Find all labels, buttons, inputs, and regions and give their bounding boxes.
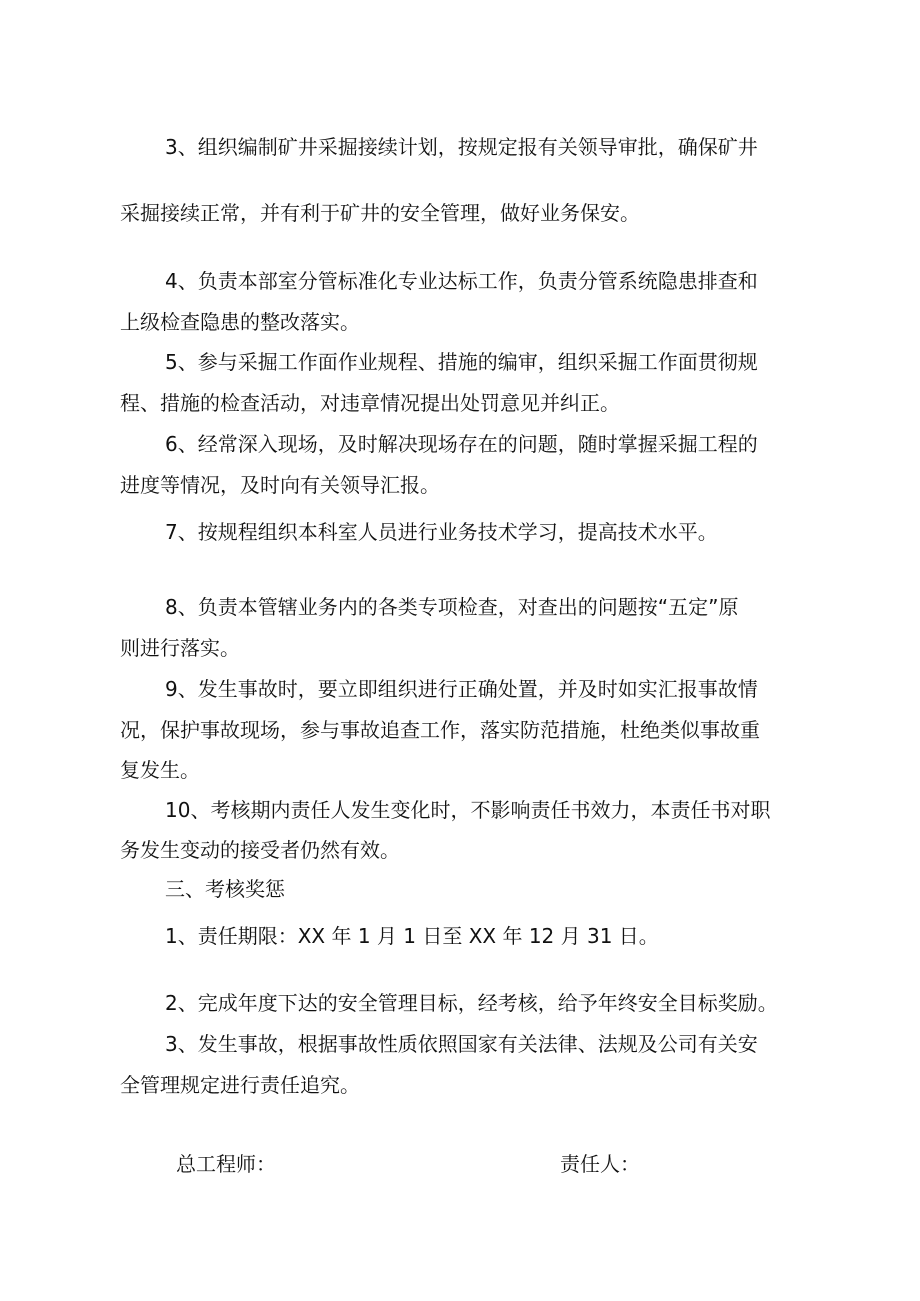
section-3-heading: 三、考核奖惩 <box>165 877 285 901</box>
item-9-line-1: 9、发生事故时，要立即组织进行正确处置，并及时如实汇报事故情 <box>165 677 758 701</box>
responsible-person-signature-label: 责任人： <box>560 1152 640 1176</box>
item-3-line-2: 采掘接续正常，并有利于矿井的安全管理，做好业务保安。 <box>120 201 640 225</box>
chief-engineer-signature-label: 总工程师： <box>176 1152 276 1176</box>
section-3-item-3-line-2: 全管理规定进行责任追究。 <box>120 1073 360 1097</box>
section-3-item-1: 1、责任期限：XX 年 1 月 1 日至 XX 年 12 月 31 日。 <box>165 924 659 948</box>
item-4-line-2: 上级检查隐患的整改落实。 <box>120 310 360 334</box>
item-9-line-2: 况，保护事故现场，参与事故追查工作，落实防范措施，杜绝类似事故重 <box>120 718 760 742</box>
item-4-line-1: 4、负责本部室分管标准化专业达标工作，负责分管系统隐患排查和 <box>165 269 758 293</box>
item-8-line-2: 则进行落实。 <box>120 636 240 660</box>
item-8-line-1: 8、负责本管辖业务内的各类专项检查，对查出的问题按“五定”原 <box>165 595 739 619</box>
item-7-line-1: 7、按规程组织本科室人员进行业务技术学习，提高技术水平。 <box>165 520 718 544</box>
item-9-line-3: 复发生。 <box>120 758 200 782</box>
item-3-line-1: 3、组织编制矿井采掘接续计划，按规定报有关领导审批，确保矿井 <box>165 135 758 159</box>
item-6-line-2: 进度等情况，及时向有关领导汇报。 <box>120 473 440 497</box>
item-5-line-1: 5、参与采掘工作面作业规程、措施的编审，组织采掘工作面贯彻规 <box>165 350 758 374</box>
item-10-line-2: 务发生变动的接受者仍然有效。 <box>120 838 400 862</box>
item-10-line-1: 10、考核期内责任人发生变化时，不影响责任书效力，本责任书对职 <box>165 798 771 822</box>
section-3-item-2: 2、完成年度下达的安全管理目标，经考核，给予年终安全目标奖励。 <box>165 991 778 1015</box>
section-3-item-3-line-1: 3、发生事故，根据事故性质依照国家有关法律、法规及公司有关安 <box>165 1032 758 1056</box>
item-6-line-1: 6、经常深入现场，及时解决现场存在的问题，随时掌握采掘工程的 <box>165 432 758 456</box>
item-5-line-2: 程、措施的检查活动，对违章情况提出处罚意见并纠正。 <box>120 391 620 415</box>
